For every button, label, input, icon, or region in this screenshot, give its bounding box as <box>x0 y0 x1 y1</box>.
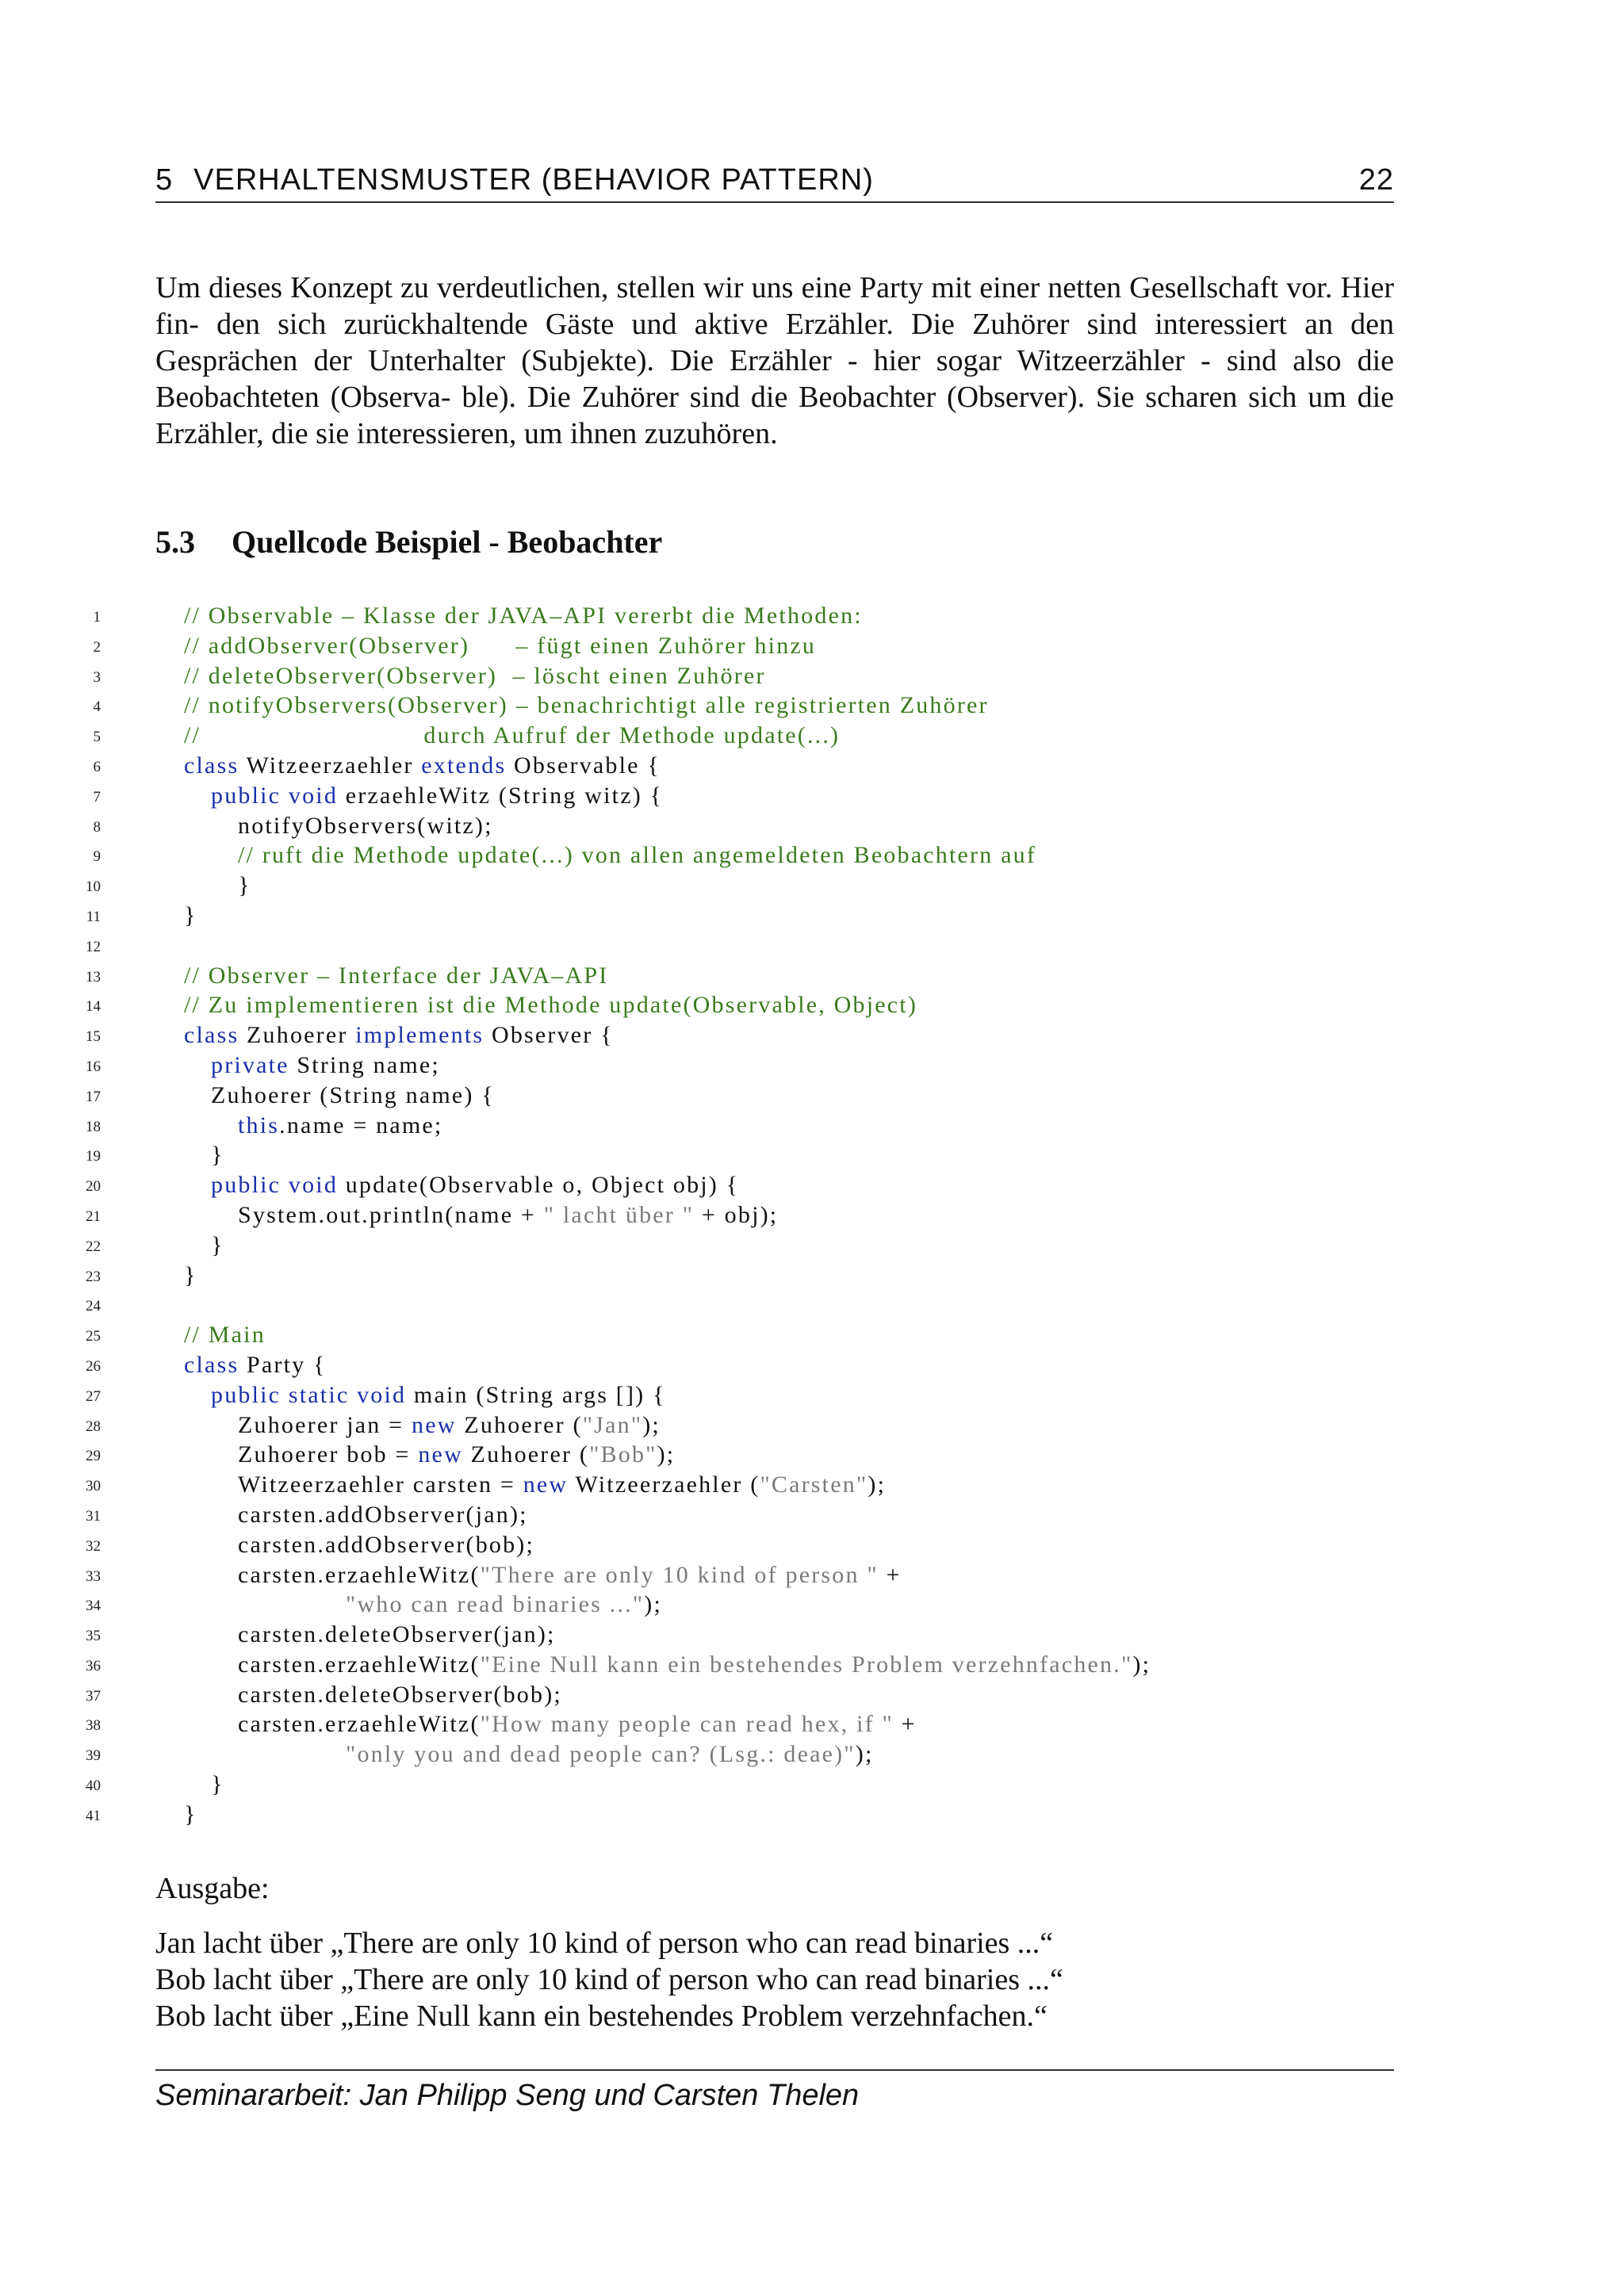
code-text: } <box>238 872 251 899</box>
code-line <box>0 1050 1624 1081</box>
code-text: } <box>184 901 197 928</box>
code-keyword: this <box>238 1112 280 1138</box>
line-number: 34 <box>86 1598 101 1615</box>
intro-line: um ihnen zuzuhören. <box>523 417 778 450</box>
code-line <box>0 1320 1624 1350</box>
code-line <box>0 1170 1624 1200</box>
code-content <box>238 1200 778 1230</box>
line-number: 10 <box>86 878 101 896</box>
code-text: notifyObservers(witz); <box>238 812 493 839</box>
code-comment: // ruft die Methode update(...) von allen angemeldeten Beobachtern auf <box>238 842 1037 869</box>
code-string: "Jan" <box>582 1411 643 1438</box>
code-text: carsten.erzaehleWitz( <box>238 1651 481 1678</box>
line-number: 1 <box>93 609 101 626</box>
code-text: } <box>184 1800 197 1827</box>
code-comment: // Main <box>184 1322 266 1349</box>
code-text: carsten.deleteObserver(bob); <box>238 1681 562 1708</box>
code-content <box>211 1050 440 1081</box>
line-number: 16 <box>86 1058 101 1075</box>
code-content <box>184 1020 614 1050</box>
line-number: 23 <box>86 1268 101 1285</box>
code-line <box>0 1590 1624 1620</box>
code-text: Party { <box>239 1351 327 1378</box>
line-number: 36 <box>86 1657 101 1674</box>
page-header <box>155 163 1394 203</box>
code-content <box>211 1081 495 1111</box>
line-number: 6 <box>93 758 101 775</box>
code-content <box>238 840 1036 871</box>
code-string: "Bob" <box>589 1441 657 1468</box>
line-number: 22 <box>86 1238 101 1255</box>
code-keyword: class <box>184 1022 239 1049</box>
code-line <box>0 781 1624 811</box>
code-text: carsten.erzaehleWitz( <box>238 1561 481 1588</box>
code-text: + obj); <box>694 1201 779 1228</box>
line-number: 4 <box>93 698 101 716</box>
code-line <box>0 990 1624 1020</box>
code-comment: // notifyObservers(Observer) – benachrichtigt alle registrierten Zuhörer <box>184 692 989 719</box>
code-content <box>184 631 816 661</box>
code-string: "only you and dead people can? (Lsg.: deae)" <box>346 1741 856 1768</box>
chapter-title: VERHALTENSMUSTER (BEHAVIOR PATTERN) <box>193 163 874 197</box>
code-line <box>0 1380 1624 1410</box>
code-line <box>0 1470 1624 1500</box>
code-text: .name = name; <box>279 1112 443 1138</box>
code-line <box>0 661 1624 691</box>
code-keyword: class <box>184 1351 239 1378</box>
code-content <box>211 1230 224 1261</box>
code-text: Zuhoerer <box>239 1022 356 1049</box>
code-line <box>0 601 1624 631</box>
output-line: Bob lacht über „Eine Null kann ein bestehendes Problem verzehnfachen.“ <box>155 1999 1048 2033</box>
code-line <box>0 1140 1624 1170</box>
line-number: 15 <box>86 1028 101 1046</box>
line-number: 5 <box>93 729 101 746</box>
code-text: main (String args []) { <box>406 1381 666 1408</box>
code-line <box>0 811 1624 841</box>
code-content <box>184 990 917 1020</box>
code-content <box>238 1111 442 1141</box>
code-text: Observer { <box>484 1022 614 1049</box>
code-line <box>0 1650 1624 1680</box>
code-string: "Carsten" <box>760 1471 868 1498</box>
code-content <box>238 1680 562 1710</box>
intro-line: Unterhalter (Subjekte). Die Erzähler - hier sogar Witzeerzähler - sind also die Beobachteten (Observa- <box>155 344 1395 414</box>
code-line <box>0 1620 1624 1650</box>
code-comment: // durch Aufruf der Methode update(...) <box>184 722 841 749</box>
code-content <box>238 1470 886 1500</box>
code-line <box>0 871 1624 901</box>
line-number: 12 <box>86 938 101 955</box>
line-number: 38 <box>86 1717 101 1735</box>
code-text: ); <box>855 1741 874 1768</box>
code-comment: // Zu implementieren ist die Methode update(Observable, Object) <box>184 992 918 1019</box>
code-line <box>0 1081 1624 1111</box>
code-comment: // addObserver(Observer) – fügt einen Zuhörer hinzu <box>184 632 817 659</box>
code-content <box>211 1380 666 1410</box>
page-footer <box>155 2069 1394 2113</box>
line-number: 13 <box>86 968 101 985</box>
code-content <box>211 1170 739 1200</box>
code-text: + <box>893 1711 917 1738</box>
code-line <box>0 961 1624 991</box>
code-text: Zuhoerer ( <box>456 1411 583 1438</box>
code-content <box>184 1261 197 1291</box>
code-text: Witzeerzaehler ( <box>568 1471 760 1498</box>
code-text: } <box>184 1261 197 1288</box>
code-text: carsten.erzaehleWitz( <box>238 1711 481 1738</box>
line-number: 39 <box>86 1747 101 1765</box>
intro-paragraph <box>155 270 1394 452</box>
output-line: Bob lacht über „There are only 10 kind of person who can read binaries ...“ <box>155 1963 1063 1996</box>
code-text: Witzeerzaehler <box>239 752 422 779</box>
code-keyword: new <box>523 1471 569 1498</box>
code-text: ); <box>642 1411 661 1438</box>
code-content <box>184 691 989 721</box>
code-text: erzaehleWitz (String witz) { <box>338 782 664 809</box>
code-text: carsten.addObserver(jan); <box>238 1501 528 1528</box>
code-content <box>211 1140 224 1170</box>
code-line <box>0 1770 1624 1800</box>
line-number: 37 <box>86 1687 101 1705</box>
code-line <box>0 1560 1624 1590</box>
code-keyword: class <box>184 752 239 779</box>
line-number: 41 <box>86 1807 101 1824</box>
code-content <box>211 1770 224 1800</box>
code-content <box>238 1500 528 1530</box>
code-text: ); <box>1132 1651 1151 1678</box>
code-keyword: extends <box>421 752 507 779</box>
line-number: 21 <box>86 1207 101 1225</box>
code-content <box>238 1530 534 1560</box>
intro-line: den sich zurückhaltende Gäste und aktive Erzähler. Die Zuhörer sind interessiert an den Gesprächen der <box>155 308 1395 377</box>
code-string: "How many people can read hex, if " <box>480 1711 894 1738</box>
code-content <box>238 1410 661 1441</box>
code-text: update(Observable o, Object obj) { <box>338 1172 740 1199</box>
code-line <box>0 1800 1624 1830</box>
code-text: Zuhoerer ( <box>462 1441 590 1468</box>
code-keyword: public static void <box>211 1381 407 1408</box>
code-content <box>184 601 863 631</box>
code-line <box>0 931 1624 961</box>
code-string: "Eine Null kann ein bestehendes Problem verzehnfachen." <box>480 1651 1133 1678</box>
line-number: 2 <box>93 638 101 656</box>
line-number: 29 <box>86 1448 101 1465</box>
code-line <box>0 691 1624 721</box>
chapter-heading <box>155 163 874 197</box>
line-number: 20 <box>86 1178 101 1196</box>
code-listing <box>0 601 1624 1830</box>
line-number: 11 <box>86 908 101 925</box>
code-content <box>184 1320 266 1350</box>
line-number: 33 <box>86 1567 101 1585</box>
code-content <box>184 1350 327 1380</box>
line-number: 32 <box>86 1537 101 1555</box>
code-line <box>0 1709 1624 1739</box>
code-text: ); <box>644 1591 663 1618</box>
code-content <box>238 871 251 901</box>
code-keyword: implements <box>355 1022 485 1049</box>
code-text: Witzeerzaehler carsten = <box>238 1471 523 1498</box>
code-content <box>184 961 608 991</box>
code-comment: // Observer – Interface der JAVA–API <box>184 962 609 989</box>
code-line <box>0 1230 1624 1261</box>
code-line <box>0 1410 1624 1441</box>
section-title: Quellcode Beispiel - Beobachter <box>232 524 663 560</box>
code-text: Zuhoerer jan = <box>238 1411 412 1438</box>
line-number: 40 <box>86 1777 101 1795</box>
code-content <box>238 1650 1151 1680</box>
output-block <box>155 1925 1063 2034</box>
code-line <box>0 751 1624 781</box>
code-line <box>0 1290 1624 1320</box>
code-text: carsten.deleteObserver(jan); <box>238 1621 556 1648</box>
code-comment: // deleteObserver(Observer) – löscht einen Zuhörer <box>184 662 766 689</box>
chapter-number: 5 <box>155 163 174 197</box>
code-text: System.out.println(name + <box>238 1201 544 1228</box>
code-line <box>0 1111 1624 1141</box>
code-content <box>238 1620 556 1650</box>
code-content <box>346 1590 662 1620</box>
code-text: } <box>211 1142 224 1169</box>
line-number: 35 <box>86 1628 101 1645</box>
code-line <box>0 1020 1624 1050</box>
code-content <box>184 661 766 691</box>
code-content <box>238 1709 917 1739</box>
line-number: 14 <box>86 998 101 1016</box>
code-line <box>0 631 1624 661</box>
code-text: Zuhoerer (String name) { <box>211 1081 495 1108</box>
code-keyword: new <box>418 1441 463 1468</box>
code-keyword: public void <box>211 1172 339 1199</box>
code-text: ); <box>657 1441 676 1468</box>
line-number: 26 <box>86 1357 101 1375</box>
code-line <box>0 840 1624 871</box>
code-line <box>0 1739 1624 1770</box>
code-line <box>0 1440 1624 1470</box>
code-content <box>211 781 663 811</box>
code-text: Observable { <box>506 752 661 779</box>
code-text: carsten.addObserver(bob); <box>238 1531 535 1558</box>
line-number: 27 <box>86 1387 101 1405</box>
code-line <box>0 1261 1624 1291</box>
code-line <box>0 1350 1624 1380</box>
code-text: } <box>211 1231 224 1258</box>
code-text: } <box>211 1771 224 1798</box>
code-line <box>0 1680 1624 1710</box>
code-text: String name; <box>289 1051 440 1078</box>
code-content <box>184 721 840 751</box>
code-line <box>0 901 1624 931</box>
output-label: Ausgabe: <box>155 1872 270 1905</box>
code-content <box>238 1560 902 1590</box>
code-content <box>184 901 197 931</box>
line-number: 7 <box>93 788 101 806</box>
footer-text: Seminararbeit: Jan Philipp Seng und Carsten Thelen <box>155 2079 860 2112</box>
line-number: 30 <box>86 1478 101 1495</box>
section-number: 5.3 <box>155 524 195 560</box>
line-number: 25 <box>86 1328 101 1345</box>
line-number: 17 <box>86 1088 101 1105</box>
intro-line: ble). Die Zuhörer sind die Beobachter (Observer). Sie scharen sich um die Erzähler, die sie interessieren, <box>155 381 1395 450</box>
line-number: 24 <box>86 1298 101 1315</box>
code-text: + <box>878 1561 902 1588</box>
code-string: "There are only 10 kind of person " <box>480 1561 879 1588</box>
code-string: "who can read binaries ..." <box>346 1591 645 1618</box>
code-text: Zuhoerer bob = <box>238 1441 419 1468</box>
intro-line: Um dieses Konzept zu verdeutlichen, stellen wir uns eine Party mit einer netten Gesellschaft vor. Hier fin- <box>155 271 1394 341</box>
code-line <box>0 1500 1624 1530</box>
code-keyword: public void <box>211 782 339 809</box>
code-line <box>0 1200 1624 1230</box>
code-text: ); <box>868 1471 887 1498</box>
line-number: 31 <box>86 1507 101 1525</box>
code-line <box>0 1530 1624 1560</box>
code-keyword: private <box>211 1051 289 1078</box>
code-content <box>184 1800 197 1830</box>
code-content <box>238 1440 675 1470</box>
code-content <box>346 1739 873 1770</box>
line-number: 19 <box>86 1148 101 1165</box>
code-comment: // Observable – Klasse der JAVA–API vererbt die Methoden: <box>184 603 863 629</box>
line-number: 28 <box>86 1418 101 1435</box>
line-number: 9 <box>93 848 101 866</box>
code-content <box>238 811 493 841</box>
section-heading <box>155 523 662 561</box>
line-number: 8 <box>93 818 101 836</box>
page-number: 22 <box>1358 163 1394 197</box>
line-number: 3 <box>93 668 101 686</box>
code-line <box>0 721 1624 751</box>
line-number: 18 <box>86 1118 101 1135</box>
code-string: " lacht über " <box>543 1201 695 1228</box>
code-content <box>184 751 661 781</box>
code-keyword: new <box>412 1411 457 1438</box>
output-line: Jan lacht über „There are only 10 kind of person who can read binaries ...“ <box>155 1927 1054 1960</box>
